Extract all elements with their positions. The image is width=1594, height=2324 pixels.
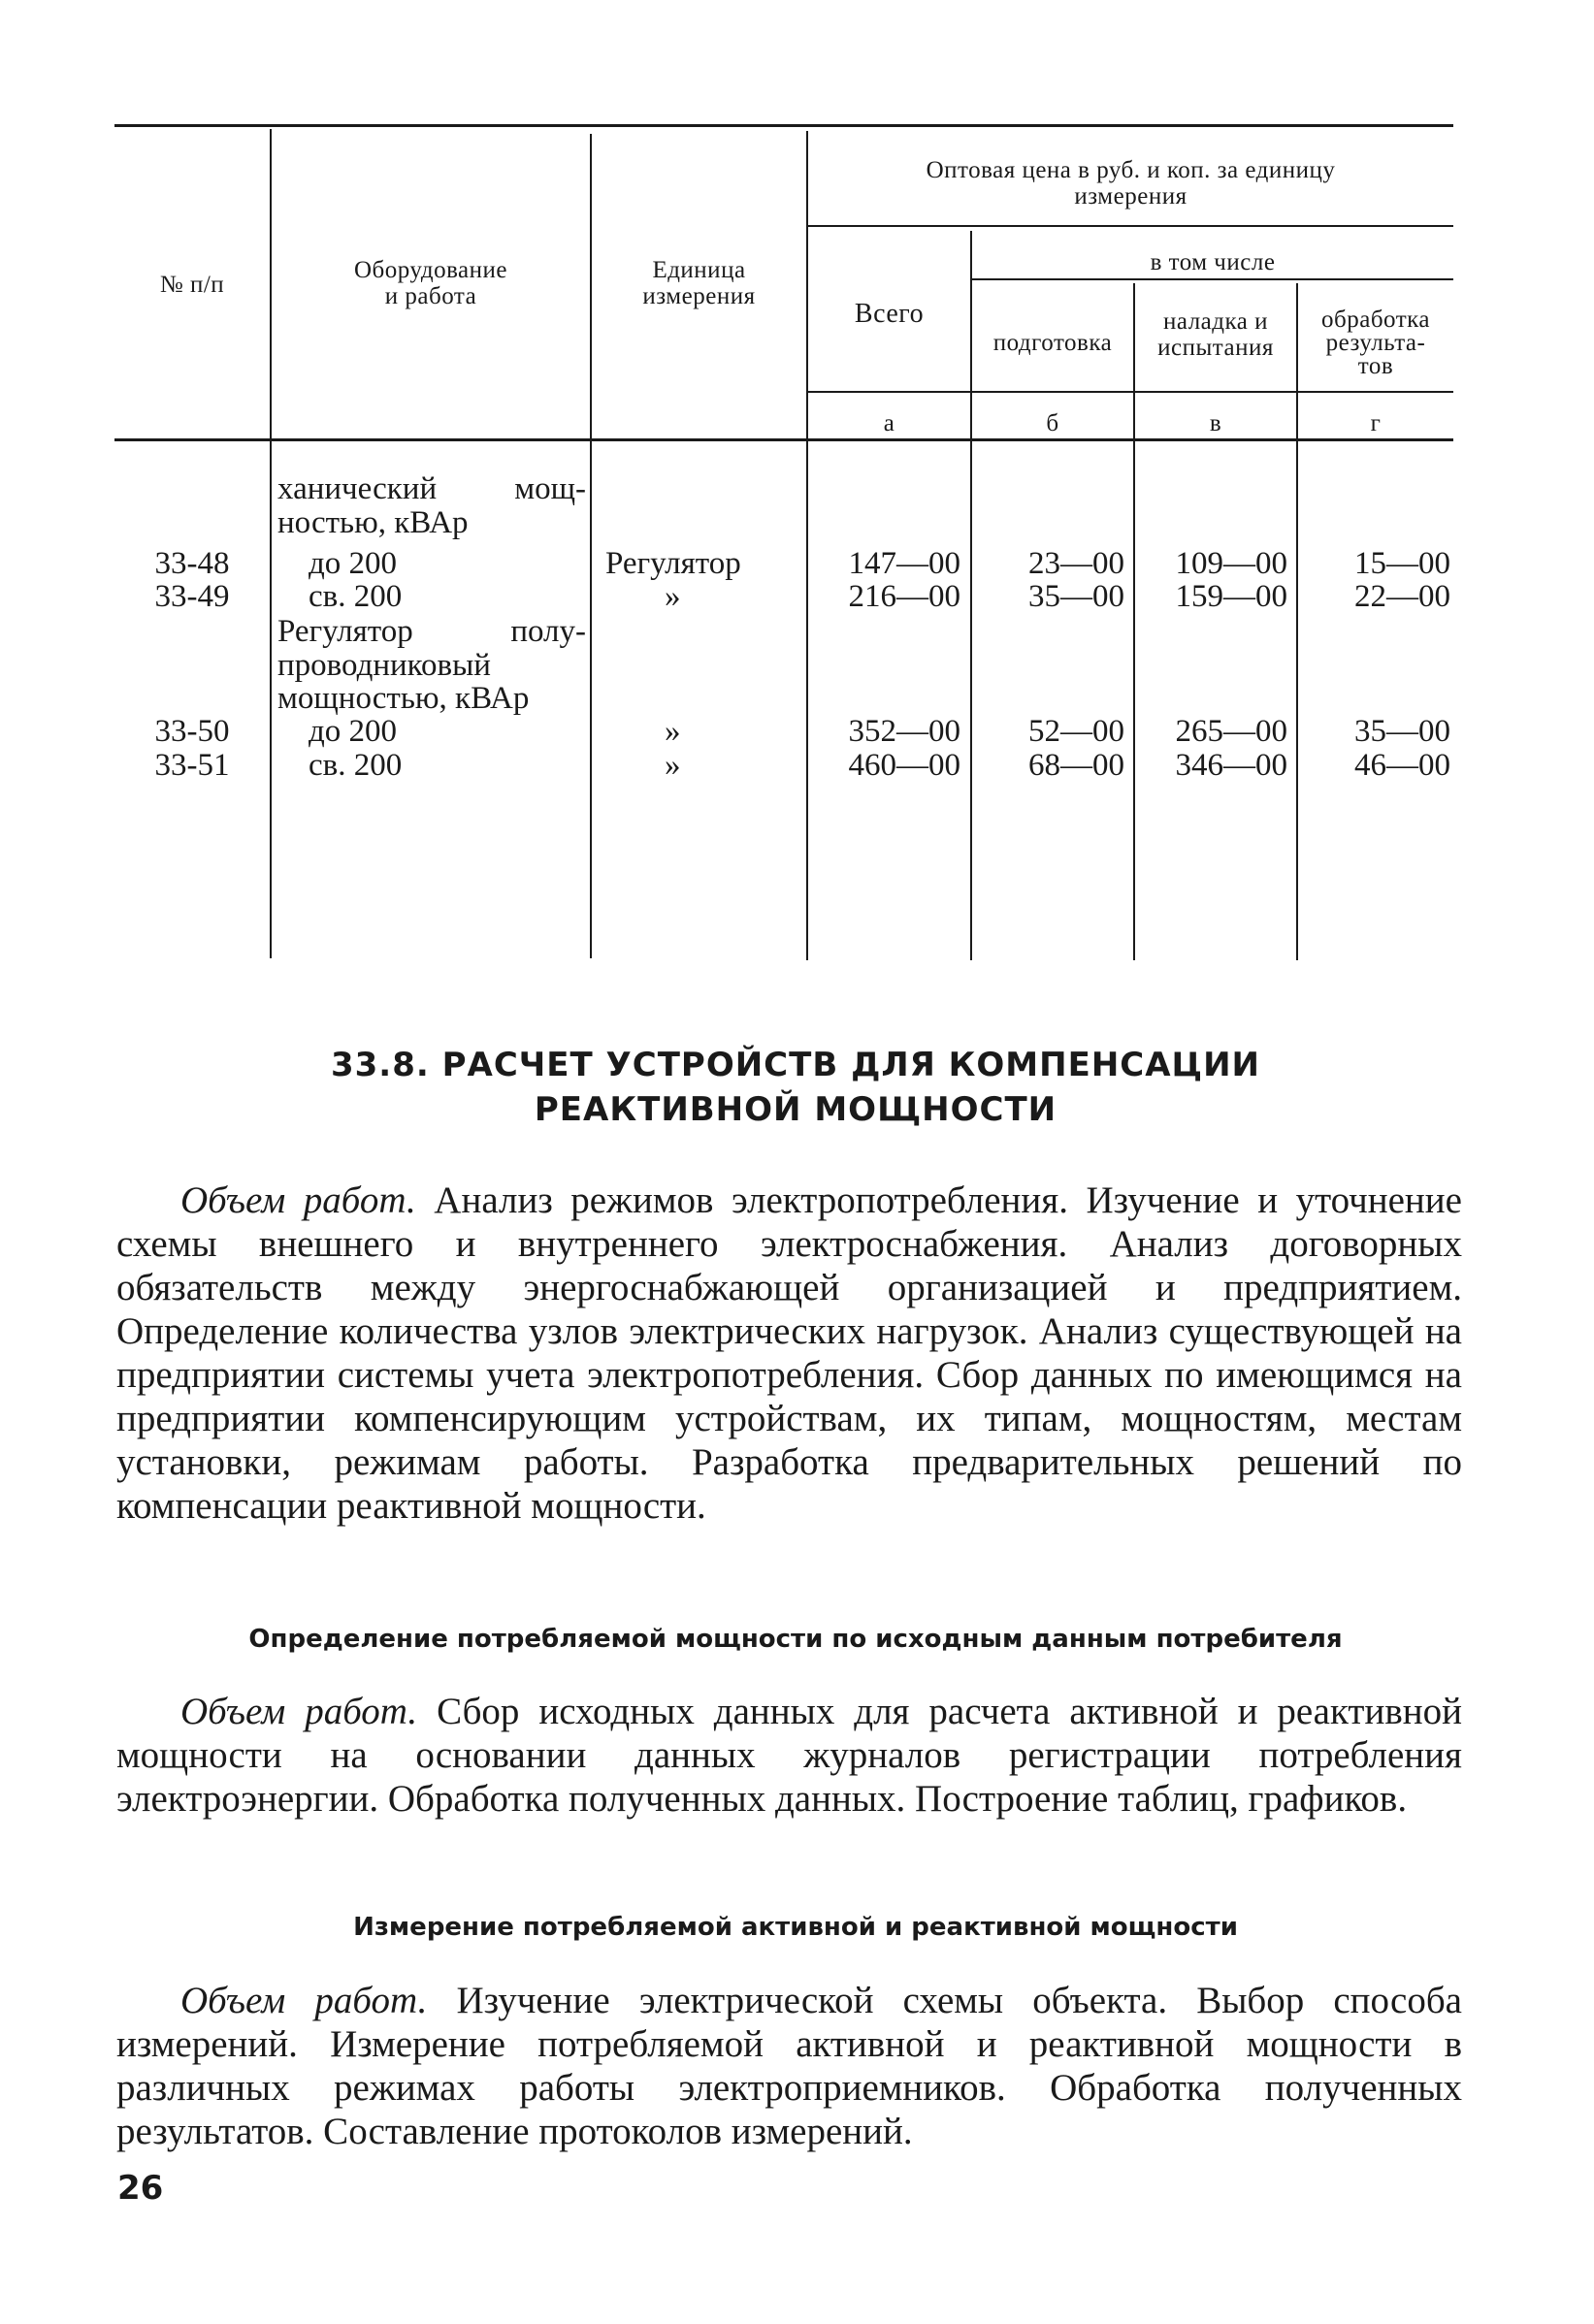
- col-line-3: [806, 131, 808, 960]
- subsection-title-2: Измерение потребляемой активной и реактивной мощности: [353, 1913, 1238, 1942]
- header-total: Всего: [854, 299, 925, 329]
- section-title-line1: 33.8. РАСЧЕТ УСТРОЙСТВ ДЛЯ КОМПЕНСАЦИИ: [330, 1046, 1260, 1084]
- header-processing: обработка результа- тов: [1321, 307, 1430, 379]
- row-setup: 346—00: [1175, 748, 1287, 783]
- page-number: 26: [117, 2169, 164, 2208]
- row-prep: 23—00: [1028, 546, 1124, 581]
- paragraph-3-text: Изучение электрической схемы объекта. Выбор способа измерений. Измерение потребляемой активной и реактивной мощности в различных режимах работы электроприемников. Обработка полученных результатов. Составление протоколов измерений.: [116, 1980, 1462, 2152]
- header-letter-a: а: [883, 410, 895, 436]
- header-including: в том числе: [1150, 249, 1276, 275]
- equipment-line: Регулятор полу-: [277, 614, 586, 649]
- row-prep: 35—00: [1028, 579, 1124, 614]
- row-processing: 22—00: [1354, 579, 1450, 614]
- row-total: 216—00: [848, 579, 960, 614]
- header-bottom-rule: [114, 438, 1453, 441]
- row-setup: 109—00: [1175, 546, 1287, 581]
- row-processing: 35—00: [1354, 714, 1450, 749]
- section-title: [121, 1043, 1470, 1132]
- table-top-rule: [114, 124, 1453, 127]
- header-letter-g: г: [1370, 410, 1382, 436]
- paragraph-3-label: Объем работ.: [180, 1980, 428, 2021]
- equipment-line: св. 200: [309, 748, 403, 783]
- subheader-rule: [808, 391, 1453, 393]
- section-title-line2: РЕАКТИВНОЙ МОЩНОСТИ: [534, 1090, 1057, 1129]
- paragraph-1-label: Объем работ.: [180, 1179, 416, 1221]
- paragraph-3: [116, 1979, 1462, 2153]
- row-setup: 159—00: [1175, 579, 1287, 614]
- col-line-1: [270, 129, 272, 958]
- equipment-line: до 200: [309, 546, 398, 581]
- paragraph-2: [116, 1690, 1462, 1821]
- paragraph-1: [116, 1178, 1462, 1528]
- col-line-5: [1133, 283, 1135, 960]
- row-prep: 68—00: [1028, 748, 1124, 783]
- row-total: 147—00: [848, 546, 960, 581]
- equipment-line: мощностью, кВАр: [277, 681, 530, 716]
- row-no: 33-48: [154, 546, 230, 581]
- equipment-line: ханический мощ-: [277, 471, 586, 506]
- header-prep: подготовка: [992, 330, 1113, 356]
- row-unit: »: [665, 748, 681, 783]
- including-rule: [972, 278, 1453, 280]
- paragraph-2-label: Объем работ.: [180, 1691, 418, 1732]
- equipment-line: проводниковый: [277, 648, 491, 683]
- subsection-title-1: Определение потребляемой мощности по исходным данным потребителя: [248, 1625, 1343, 1654]
- row-processing: 15—00: [1354, 546, 1450, 581]
- header-no: № п/п: [159, 272, 225, 298]
- row-no: 33-51: [154, 748, 230, 783]
- header-equipment: Оборудование и работа: [353, 257, 507, 309]
- header-letter-b: б: [1046, 410, 1059, 436]
- header-letter-v: в: [1209, 410, 1222, 436]
- paragraph-2-text: Сбор исходных данных для расчета активной и реактивной мощности на основании данных журналов регистрации потребления электроэнергии. Обработка полученных данных. Построение таблиц, графиков.: [116, 1691, 1462, 1820]
- paragraph-1-text: Анализ режимов электропотребления. Изучение и уточнение схемы внешнего и внутреннего электроснабжения. Анализ договорных обязательств между энергоснабжающей организацией и предприятием. Определение количества узлов электрических нагрузок. Анализ существующей на предприятии системы учета электропотребления. Сбор данных по имеющимся на предприятии компенсирующим устройствам, их типам, мощностям, местам установки, режимам работы. Разработка предварительных решений по компенсации реактивной мощности.: [116, 1179, 1462, 1527]
- row-unit: Регулятор: [605, 546, 741, 581]
- row-unit: »: [665, 579, 681, 614]
- header-setup: наладка и испытания: [1157, 308, 1274, 361]
- equipment-line: ностью, кВАр: [277, 505, 469, 540]
- row-prep: 52—00: [1028, 714, 1124, 749]
- price-header-rule: [808, 225, 1453, 227]
- equipment-line: св. 200: [309, 579, 403, 614]
- row-processing: 46—00: [1354, 748, 1450, 783]
- row-no: 33-49: [154, 579, 230, 614]
- equipment-line: до 200: [309, 714, 398, 749]
- col-line-6: [1296, 283, 1298, 960]
- row-unit: »: [665, 714, 681, 749]
- header-price-group: Оптовая цена в руб. и коп. за единицу измерения: [926, 157, 1336, 210]
- row-no: 33-50: [154, 714, 230, 749]
- row-setup: 265—00: [1175, 714, 1287, 749]
- row-total: 352—00: [848, 714, 960, 749]
- row-total: 460—00: [848, 748, 960, 783]
- header-unit: Единица измерения: [642, 257, 756, 309]
